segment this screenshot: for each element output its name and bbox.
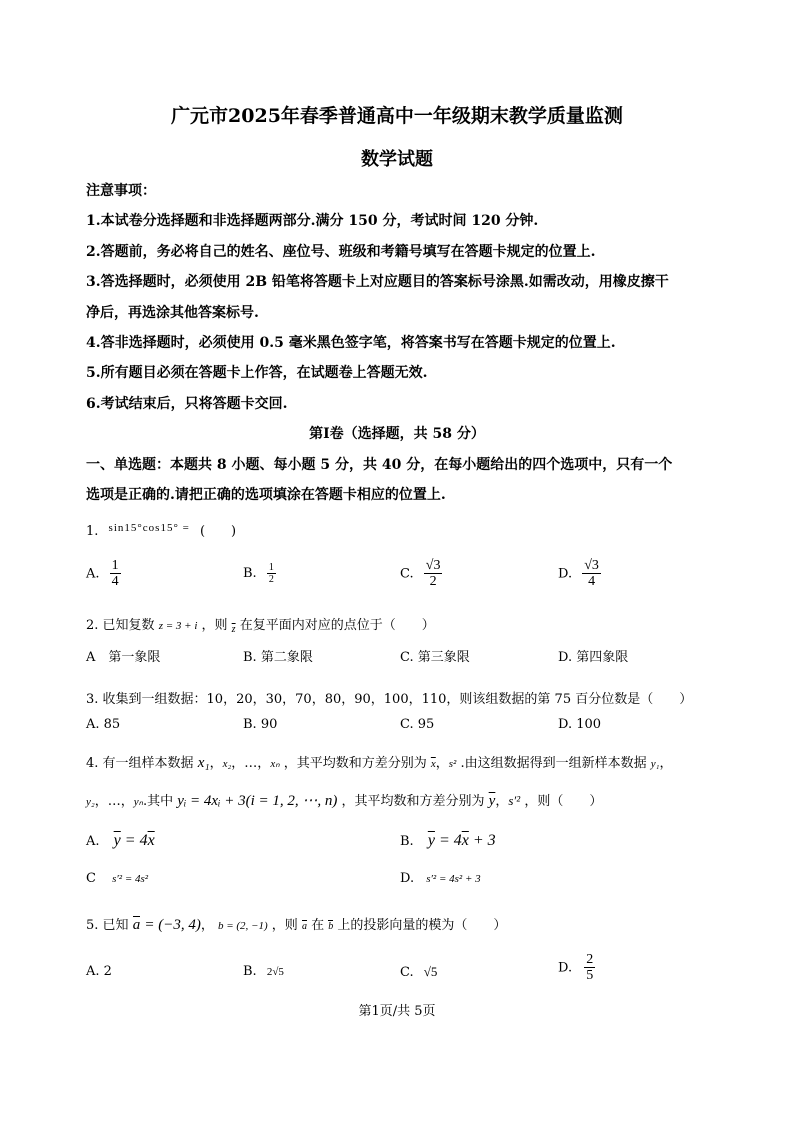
math-expression: sin15°cos15° = bbox=[108, 522, 190, 534]
notice-item: 1.本试卷分选择题和非选择题两部分.满分 150 分，考试时间 120 分钟. bbox=[86, 213, 539, 229]
stem-text: 在复平面内对应的点位于（ ） bbox=[239, 618, 435, 633]
denominator: 4 bbox=[111, 574, 119, 590]
fraction bbox=[267, 562, 276, 585]
answer-paren: ( ) bbox=[199, 524, 237, 539]
math-symbol: x₁ bbox=[197, 755, 210, 771]
math-expression bbox=[114, 832, 155, 849]
math-formula: yᵢ = 4xᵢ + 3(i = 1, 2, ⋯, n) bbox=[177, 793, 338, 809]
fraction bbox=[582, 558, 601, 590]
notice-item: 净后，再选涂其他答案标号. bbox=[86, 305, 259, 321]
stem-text: ，其平均数和方差分别为 bbox=[341, 794, 485, 809]
math-symbol: y₁ bbox=[650, 758, 660, 770]
notice-heading: 注意事项： bbox=[86, 183, 156, 199]
question-4-stem-line1 bbox=[86, 752, 673, 772]
math-expression: z = 3 + i bbox=[158, 620, 198, 632]
question-5-option-d bbox=[558, 952, 595, 984]
question-3-option-a: A. 85 bbox=[86, 717, 121, 732]
question-4-stem-line2 bbox=[86, 790, 602, 810]
vector-symbol: b bbox=[328, 921, 334, 932]
numerator: 2 bbox=[586, 952, 594, 967]
option-label: B. bbox=[243, 964, 257, 979]
option-label: D. bbox=[558, 960, 573, 976]
math-symbol: = 4 bbox=[124, 832, 148, 849]
math-symbol: $\overline{x}$ bbox=[430, 758, 436, 770]
question-number: 1. bbox=[86, 524, 99, 539]
exam-title: 广元市2025年春季普通高中一年级期末教学质量监测 bbox=[171, 105, 623, 127]
math-symbol: $\overline{x}$ bbox=[147, 832, 155, 849]
option-label: C. bbox=[400, 566, 414, 582]
separator: ， bbox=[209, 756, 223, 771]
denominator: 5 bbox=[586, 968, 594, 984]
question-3-stem: 3. 收集到一组数据：10，20，30，70，80，90，100，110，则该组数据的第 75 百分位数是（ ） bbox=[86, 692, 693, 707]
question-5-stem bbox=[86, 914, 506, 934]
math-expression: √5 bbox=[423, 964, 438, 979]
stem-text: ，则（ ） bbox=[524, 794, 603, 809]
question-3-option-c: C. 95 bbox=[400, 717, 435, 732]
math-expression: s′² = 4s² + 3 bbox=[426, 873, 481, 885]
math-symbol: y₂ bbox=[86, 796, 95, 808]
math-symbol: z bbox=[231, 624, 236, 635]
question-1-stem bbox=[86, 520, 236, 539]
separator: ， bbox=[435, 756, 449, 771]
notice-item: 3.答选择题时，必须使用 2B 铅笔将答题卡上对应题目的答案标号涂黑.如需改动，用橡皮擦干 bbox=[86, 274, 669, 290]
option-label: A. bbox=[86, 566, 100, 582]
math-expression: s′² = 4s² bbox=[112, 873, 149, 885]
exam-subtitle: 数学试题 bbox=[361, 149, 433, 170]
separator: ， bbox=[495, 794, 509, 809]
question-2-option-b: B. 第二象限 bbox=[243, 650, 313, 665]
option-label: C bbox=[86, 871, 96, 886]
fraction bbox=[584, 952, 595, 984]
stem-text: 2. 已知复数 bbox=[86, 618, 155, 633]
notice-item: 6.考试结束后，只将答题卡交回. bbox=[86, 396, 288, 412]
option-label: C. bbox=[400, 965, 414, 980]
fraction bbox=[424, 558, 443, 590]
question-5-option-a: A. 2 bbox=[86, 964, 112, 979]
separator: ， bbox=[659, 756, 673, 771]
question-5-option-b bbox=[243, 964, 284, 979]
question-4-option-a bbox=[86, 832, 155, 850]
section-heading: 第Ⅰ卷（选择题，共 58 分） bbox=[309, 426, 485, 442]
stem-text: 上的投影向量的模为（ ） bbox=[337, 918, 507, 933]
question-2-option-a: A 第一象限 bbox=[86, 650, 161, 665]
question-3-option-b: B. 90 bbox=[243, 717, 278, 732]
stem-text: ，则 bbox=[271, 918, 298, 933]
page-footer: 第1页/共 5页 bbox=[358, 1004, 436, 1019]
notice-item: 2.答题前，务必将自己的姓名、座位号、班级和考籍号填写在答题卡规定的位置上. bbox=[86, 244, 596, 260]
math-symbol: s′² bbox=[508, 793, 521, 808]
question-1-option-c bbox=[400, 558, 442, 590]
math-expression: 2√5 bbox=[266, 966, 284, 978]
stem-text: ，则 bbox=[201, 618, 228, 633]
numerator: 1 bbox=[111, 558, 119, 573]
math-symbol: $\overline{y}$ bbox=[488, 793, 496, 809]
option-label: A. bbox=[86, 834, 100, 849]
math-symbol: xₙ bbox=[270, 758, 280, 770]
question-4-option-c bbox=[86, 871, 148, 886]
question-1-option-a bbox=[86, 558, 121, 590]
separator: ， bbox=[200, 918, 214, 933]
stem-text: 在 bbox=[311, 918, 325, 933]
denominator: 2 bbox=[268, 574, 274, 585]
math-symbol: + 3 bbox=[472, 832, 496, 849]
numerator: √3 bbox=[584, 558, 599, 573]
question-2-option-c: C. 第三象限 bbox=[400, 650, 470, 665]
question-2-stem bbox=[86, 614, 435, 635]
option-label: B. bbox=[243, 566, 257, 581]
math-symbol: $\overline{y}$ bbox=[113, 832, 121, 849]
option-label: D. bbox=[558, 566, 573, 582]
math-symbol: $\overline{y}$ bbox=[427, 832, 435, 849]
option-label: B. bbox=[400, 834, 414, 849]
section-intro: 一、单选题：本题共 8 小题、每小题 5 分，共 40 分，在每小题给出的四个选项中，只有一个 bbox=[86, 457, 673, 473]
question-2-option-d: D. 第四象限 bbox=[558, 650, 629, 665]
fraction bbox=[110, 558, 121, 590]
math-expression bbox=[428, 832, 496, 849]
notice-item: 5.所有题目必须在答题卡上作答，在试题卷上答题无效. bbox=[86, 365, 428, 381]
math-symbol: = 4 bbox=[438, 832, 462, 849]
separator: ，…， bbox=[231, 756, 271, 771]
section-intro: 选项是正确的.请把正确的选项填涂在答题卡相应的位置上. bbox=[86, 487, 446, 503]
math-symbol: s² bbox=[448, 758, 457, 770]
math-expression: = (−3, 4) bbox=[144, 917, 201, 933]
math-expression: b = (2, −1) bbox=[217, 920, 268, 932]
stem-text: 5. 已知 bbox=[86, 918, 129, 933]
math-symbol: $\overline{x}$ bbox=[461, 832, 469, 849]
option-label: D. bbox=[400, 871, 415, 886]
question-4-option-b bbox=[400, 832, 496, 850]
vector-symbol: a bbox=[301, 921, 307, 932]
denominator: 2 bbox=[429, 574, 437, 590]
stem-text: .其中 bbox=[143, 794, 174, 809]
question-4-option-d bbox=[400, 871, 481, 886]
math-symbol: x₂ bbox=[222, 758, 232, 770]
numerator: 1 bbox=[268, 562, 274, 573]
math-symbol: yₙ bbox=[133, 796, 143, 808]
denominator: 4 bbox=[588, 574, 596, 590]
question-5-option-c bbox=[400, 964, 437, 980]
stem-text: ，其平均数和方差分别为 bbox=[283, 756, 427, 771]
notice-item: 4.答非选择题时，必须使用 0.5 毫米黑色签字笔，将答案书写在答题卡规定的位置上. bbox=[86, 335, 616, 351]
vector-symbol: a bbox=[132, 917, 141, 933]
question-1-option-b bbox=[243, 562, 276, 585]
question-1-option-d bbox=[558, 558, 601, 590]
separator: ，…， bbox=[94, 794, 134, 809]
stem-text: .由这组数据得到一组新样本数据 bbox=[460, 756, 647, 771]
numerator: √3 bbox=[425, 558, 441, 573]
question-3-option-d: D. 100 bbox=[558, 717, 602, 732]
stem-text: 4. 有一组样本数据 bbox=[86, 756, 194, 771]
